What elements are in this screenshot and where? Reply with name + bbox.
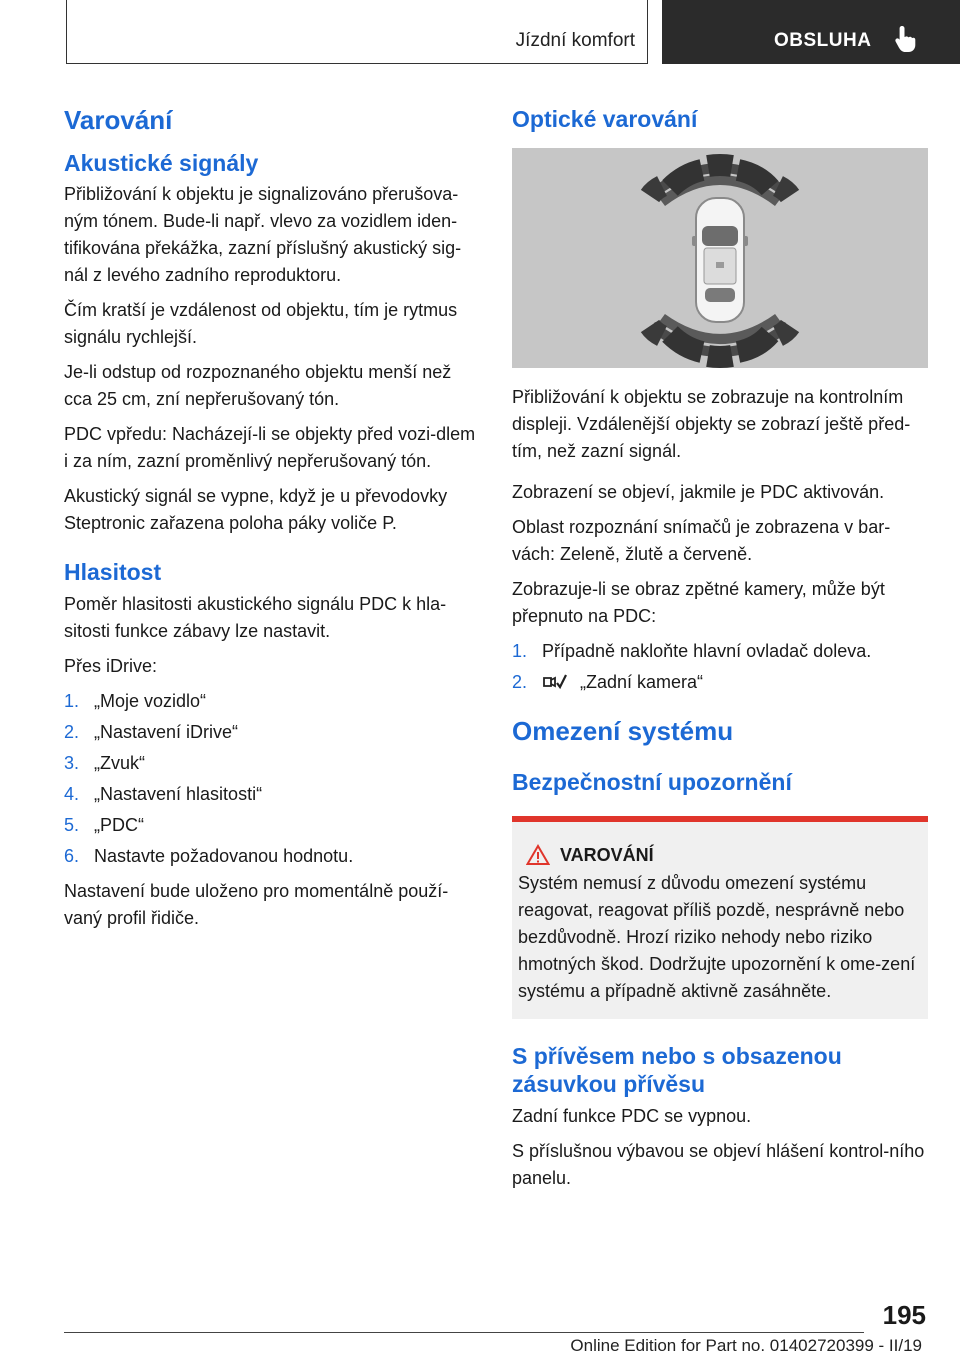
step-number: 1.: [64, 691, 80, 712]
page-number: 195: [882, 1300, 926, 1330]
step-number: 2.: [512, 671, 528, 692]
trailer-heading: S přívěsem nebo s obsazenou zásuvkou přívěsu: [512, 1043, 842, 1097]
volume-steps-list: [64, 688, 480, 870]
header-chapter-tab: [662, 0, 960, 64]
volume-outro: Nastavení bude uloženo pro momentálně použí-vaný profil řidiče.: [64, 881, 449, 929]
optical-paragraph: Zobrazuje-li se obraz zpětné kamery, může být přepnuto na PDC:: [512, 578, 885, 626]
step-number: 1.: [512, 640, 528, 661]
header-section-tab: [66, 0, 648, 64]
list-item: [64, 719, 480, 746]
footer-divider: [64, 1332, 864, 1333]
safety-notes-heading: Bezpečnostní upozornění: [512, 768, 792, 795]
optical-paragraph: Oblast rozpoznání snímačů je zobrazena v bar-vách: Zeleně, žlutě a červeně.: [512, 516, 891, 564]
step-number: 2.: [64, 722, 80, 743]
pdc-display-image: [512, 148, 928, 368]
list-item: [64, 843, 480, 870]
list-item: [64, 812, 480, 839]
step-number: 5.: [64, 815, 80, 836]
acoustic-paragraph: Je-li odstup od rozpoznaného objektu menší než cca 25 cm, zní nepřerušovaný tón.: [64, 362, 452, 410]
chapter-label: OBSLUHA: [774, 30, 872, 51]
warning-title: Varování: [64, 105, 173, 135]
acoustic-paragraph: Čím kratší je vzdálenost od objektu, tím je rytmus signálu rychlejší.: [64, 300, 458, 348]
optical-paragraph: Přibližování k objektu se zobrazuje na kontrolním displeji. Vzdálenější objekty se zobrazí ještě před-tím, než zazní signál.: [512, 386, 911, 461]
warning-box-title: [518, 844, 922, 866]
step-text: Nastavte požadovanou hodnotu.: [94, 846, 354, 867]
step-text: „Zadní kamera“: [580, 671, 704, 692]
acoustic-heading: Akustické signály: [64, 149, 259, 176]
step-number: 6.: [64, 846, 80, 867]
pointing-hand-icon: [893, 24, 919, 54]
list-item: [512, 638, 928, 665]
acoustic-paragraph: Přibližování k objektu je signalizováno přerušova-ným tónem. Bude-li např. vlevo za vozidlem iden-tifikována překážka, zazní příslušný akustický sig-nál z levého zadního reproduktoru.: [64, 184, 462, 286]
edition-footer: Online Edition for Part no. 01402720399 - II/19: [570, 1336, 922, 1355]
step-number: 4.: [64, 784, 80, 805]
left-column: [64, 96, 480, 940]
step-text: „Nastavení iDrive“: [94, 722, 239, 743]
trailer-paragraph: S příslušnou výbavou se objeví hlášení kontrol-ního panelu.: [512, 1140, 925, 1188]
step-text: Případně nakloňte hlavní ovladač doleva.: [542, 640, 872, 661]
pdc-display-icon: [512, 148, 928, 368]
step-number: 3.: [64, 753, 80, 774]
step-text: „Zvuk“: [94, 753, 145, 774]
section-label: Jízdní komfort: [515, 30, 635, 51]
right-column: [512, 96, 928, 1200]
optical-heading: Optické varování: [512, 106, 698, 132]
camera-steps-list: [512, 638, 928, 696]
system-limits-heading: Omezení systému: [512, 715, 734, 746]
list-item: [64, 750, 480, 777]
list-item: [64, 688, 480, 715]
step-text: „PDC“: [94, 815, 144, 836]
volume-intro: Poměr hlasitosti akustického signálu PDC k hla-sitosti funkce zábavy lze nastavit.: [64, 594, 447, 642]
step-text: „Nastavení hlasitosti“: [94, 784, 263, 805]
trailer-paragraph: Zadní funkce PDC se vypnou.: [512, 1105, 752, 1126]
warning-triangle-icon: [526, 844, 550, 866]
list-item: [64, 781, 480, 808]
rear-camera-icon: [542, 672, 568, 692]
acoustic-paragraph: PDC vpředu: Nacházejí-li se objekty před vozi-dlem i za ním, zazní proměnlivý nepřerušovaný tón.: [64, 424, 476, 472]
volume-via: Přes iDrive:: [64, 656, 158, 677]
step-text: „Moje vozidlo“: [94, 691, 207, 712]
optical-paragraph: Zobrazení se objeví, jakmile je PDC aktivován.: [512, 481, 885, 502]
warning-box: [512, 816, 928, 1019]
warning-text: Systém nemusí z důvodu omezení systému reagovat, reagovat příliš pozdě, nesprávně nebo bezdůvodně. Hrozí riziko nehody nebo riziko hmotných škod. Dodržujte upozornění k ome-zení systému a případně aktivně zasáhněte.: [518, 873, 916, 1002]
acoustic-paragraph: Akustický signál se vypne, když je u převodovky Steptronic zařazena poloha páky voliče P.: [64, 486, 448, 534]
list-item: [512, 669, 928, 696]
warning-label: VAROVÁNÍ: [560, 844, 654, 865]
volume-heading: Hlasitost: [64, 559, 162, 586]
